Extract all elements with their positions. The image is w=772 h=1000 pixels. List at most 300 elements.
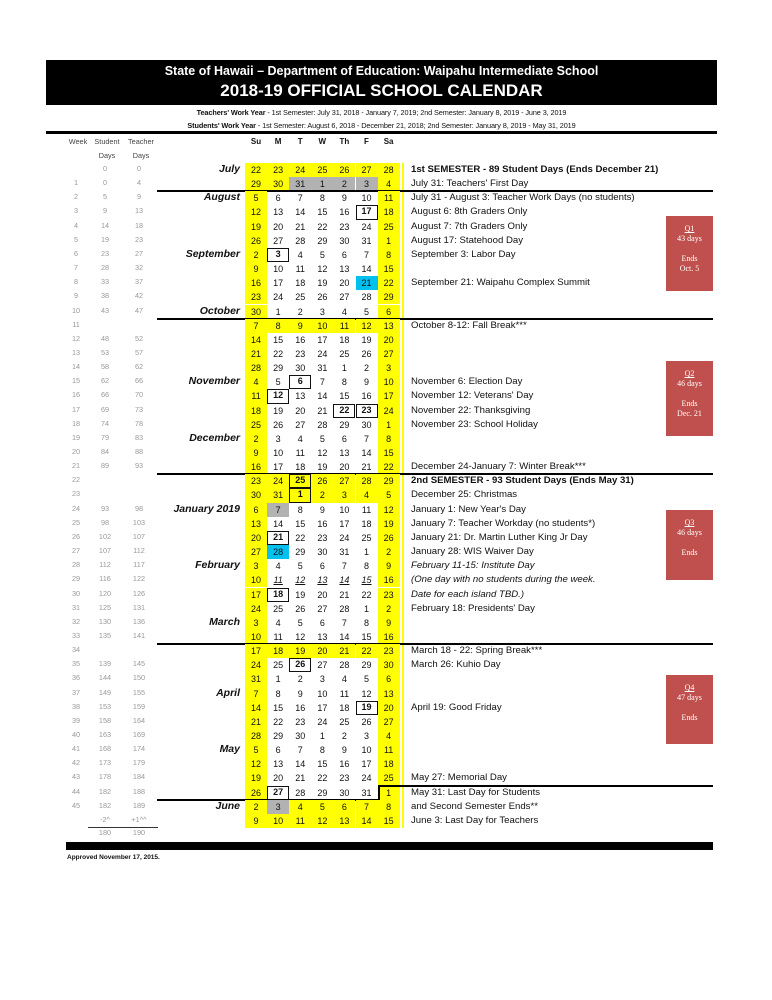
- week-number: 20: [71, 447, 81, 456]
- calendar-day: 6: [341, 249, 347, 260]
- calendar-day: 6: [378, 672, 400, 686]
- calendar-day: 8: [364, 561, 370, 572]
- week-number: 26: [71, 531, 81, 541]
- student-days-count: 48: [100, 333, 110, 343]
- calendar-day: 11: [245, 389, 267, 403]
- calendar-day: 4: [341, 674, 347, 685]
- calendar-day: 18: [267, 588, 289, 602]
- calendar-day: 16: [245, 276, 267, 290]
- calendar-day: 7: [297, 745, 303, 756]
- calendar-day: 3: [378, 361, 400, 375]
- calendar-day: 4: [297, 249, 303, 260]
- calendar-note: March 26: Kuhio Day: [411, 659, 501, 671]
- weekday-header: M: [274, 137, 282, 146]
- calendar-day: 13: [339, 448, 350, 458]
- calendar-day: 20: [295, 405, 306, 416]
- student-days-count: 62: [100, 376, 110, 386]
- calendar-day: 25: [295, 292, 306, 303]
- calendar-day: 12: [317, 448, 328, 458]
- calendar-week-row: [0, 191, 772, 205]
- quarter-days: 46 days: [677, 528, 702, 537]
- calendar-day: 6: [378, 305, 400, 319]
- calendar-day: 1: [275, 306, 281, 317]
- teacher-days-count: 174: [132, 744, 146, 754]
- teacher-days-count: 179: [132, 758, 146, 768]
- calendar-week-row: [0, 743, 772, 757]
- calendar-day: 20: [378, 333, 400, 347]
- calendar-day: 13: [317, 575, 328, 586]
- calendar-day: 2: [245, 800, 267, 814]
- calendar-day: 15: [317, 207, 328, 218]
- teacher-days-count: 159: [132, 701, 146, 711]
- month-label: November: [188, 375, 240, 388]
- calendar-day: 30: [361, 419, 372, 430]
- calendar-day: 24: [245, 658, 267, 672]
- calendar-week-row: [0, 446, 772, 460]
- calendar-day: 2: [341, 731, 347, 741]
- calendar-day: 30: [317, 547, 328, 558]
- calendar-day: 31: [317, 363, 328, 374]
- calendar-day: 5: [297, 561, 303, 572]
- calendar-day: 24: [378, 404, 400, 418]
- calendar-day: 30: [245, 488, 267, 502]
- calendar-day: 7: [245, 319, 267, 333]
- student-days-count: 0: [102, 178, 108, 188]
- calendar-day: 17: [245, 644, 267, 658]
- calendar-day: 24: [317, 716, 328, 727]
- calendar-day: 20: [273, 221, 284, 232]
- calendar-day: 11: [273, 631, 283, 642]
- calendar-day: 13: [378, 687, 400, 701]
- week-number: 38: [71, 701, 81, 711]
- calendar-day: 17: [317, 334, 328, 345]
- calendar-day: 13: [317, 631, 328, 642]
- calendar-day: 11: [361, 504, 372, 515]
- calendar-day: 24: [245, 602, 267, 616]
- calendar-day: 18: [267, 644, 289, 658]
- quarter-days: 43 days: [677, 234, 702, 243]
- calendar-day: 18: [295, 278, 306, 289]
- calendar-note: September 21: Waipahu Complex Summit: [411, 277, 590, 289]
- week-number: 22: [71, 475, 81, 485]
- quarter-box-q1: [666, 216, 713, 291]
- calendar-day: 7: [341, 617, 347, 628]
- calendar-week-row: [0, 757, 772, 771]
- student-days-count: 38: [100, 291, 110, 301]
- calendar-day: 15: [378, 446, 400, 460]
- calendar-day: 25: [339, 348, 350, 359]
- calendar-note: July 31 - August 3: Teacher Work Days (no students): [411, 192, 635, 204]
- month-label: February: [195, 559, 240, 572]
- calendar-day: 28: [339, 660, 350, 671]
- calendar-day: 4: [289, 800, 311, 814]
- calendar-day: 28: [245, 361, 267, 375]
- calendar-day: 28: [378, 163, 400, 177]
- calendar-day: 8: [378, 800, 400, 814]
- teacher-days-count: 169: [132, 730, 146, 739]
- student-days-count: 144: [98, 673, 112, 683]
- teacher-days-count: 70: [134, 390, 144, 400]
- week-number: 16: [71, 390, 81, 400]
- calendar-day: 3: [319, 306, 325, 317]
- calendar-week-row: [0, 658, 772, 672]
- calendar-day: 21: [361, 462, 372, 473]
- calendar-day: 5: [364, 674, 370, 685]
- calendar-day: 4: [297, 433, 303, 444]
- quarter-ends-label: Ends: [681, 399, 698, 408]
- calendar-week-row: [0, 588, 772, 602]
- week-number: 32: [71, 616, 81, 626]
- calendar-day: 18: [245, 404, 267, 418]
- teacher-days-count: 155: [132, 687, 146, 697]
- teacher-days-count: +1^^: [131, 814, 147, 824]
- quarter-label: Q4: [684, 683, 695, 692]
- calendar-day: 17: [361, 759, 372, 770]
- calendar-day: 12: [356, 319, 378, 333]
- calendar-day: 26: [295, 603, 306, 614]
- calendar-day: 15: [295, 518, 306, 529]
- week-number: 19: [71, 432, 81, 442]
- calendar-day: 22: [317, 773, 328, 784]
- calendar-day: 8: [378, 248, 400, 262]
- calendar-day: 1: [311, 177, 333, 191]
- week-number: 12: [71, 333, 81, 343]
- calendar-day: 19: [361, 334, 372, 345]
- teacher-days-count: 73: [134, 404, 144, 414]
- calendar-day: 13: [273, 759, 284, 770]
- week-number: 44: [71, 786, 81, 796]
- week-number: 30: [71, 588, 81, 598]
- calendar-day: 21: [295, 773, 306, 784]
- calendar-day: 12: [295, 631, 306, 642]
- week-number: 28: [71, 560, 81, 570]
- calendar-day: 7: [319, 377, 325, 388]
- calendar-day: 2: [245, 248, 267, 262]
- calendar-day: 14: [361, 264, 372, 275]
- quarter-ends-label: Ends: [681, 713, 698, 722]
- student-days-count: 182: [98, 800, 112, 810]
- calendar-week-row: [0, 701, 772, 715]
- teacher-days-count: 112: [133, 546, 145, 556]
- calendar-day: 11: [378, 191, 400, 205]
- student-days-count: 28: [100, 263, 110, 273]
- calendar-day: 24: [317, 348, 328, 359]
- calendar-day: 18: [295, 462, 306, 473]
- teacher-days-count: 47: [134, 305, 144, 315]
- student-days-count: 135: [98, 630, 112, 640]
- calendar-week-row: [0, 375, 772, 389]
- week-number: 41: [71, 744, 81, 754]
- student-column-header: Student: [94, 137, 120, 146]
- teacher-days-count: 83: [134, 432, 144, 442]
- calendar-week-row: [0, 771, 772, 785]
- calendar-day: 20: [317, 589, 328, 600]
- calendar-week-row: [0, 234, 772, 248]
- calendar-day: 20: [245, 531, 267, 545]
- teachers-work-year: [46, 108, 717, 117]
- teacher-days-count: 189: [132, 800, 146, 810]
- calendar-day: 26: [245, 786, 267, 800]
- calendar-day: 6: [319, 617, 325, 628]
- calendar-day: 25: [378, 771, 400, 785]
- teacher-column-header: Teacher: [128, 137, 154, 146]
- week-number: 10: [71, 305, 81, 315]
- month-label: October: [199, 304, 240, 317]
- calendar-day: 5: [311, 800, 333, 814]
- calendar-day: 17: [317, 702, 328, 713]
- calendar-week-row: [0, 559, 772, 573]
- month-label: July: [218, 163, 240, 175]
- calendar-day: 22: [378, 460, 400, 474]
- calendar-day: 26: [311, 474, 333, 488]
- teacher-days-count: 103: [132, 517, 146, 527]
- calendar-day: 10: [245, 630, 267, 644]
- week-number: 40: [71, 730, 81, 739]
- calendar-day: 4: [341, 306, 347, 317]
- calendar-day: 7: [267, 503, 289, 517]
- calendar-day: 24: [361, 773, 372, 784]
- calendar-day: 27: [356, 163, 378, 177]
- calendar-day: 14: [317, 391, 328, 402]
- calendar-day: 30: [245, 305, 267, 319]
- calendar-note: Date for each island TBD.): [411, 588, 525, 600]
- calendar-day: 10: [361, 193, 372, 204]
- calendar-note: October 8-12: Fall Break***: [411, 319, 527, 331]
- calendar-day: 1: [378, 234, 400, 248]
- calendar-day: 19: [273, 405, 284, 416]
- calendar-day: 3: [364, 731, 370, 741]
- teacher-days-count: 131: [132, 602, 146, 612]
- student-days-count: 53: [100, 347, 110, 357]
- week-number: 17: [71, 404, 81, 414]
- calendar-day: 26: [333, 163, 355, 177]
- calendar-day: 7: [364, 433, 370, 444]
- calendar-day: 24: [339, 532, 350, 543]
- calendar-note: December 24-January 7: Winter Break***: [411, 461, 586, 473]
- calendar-day: 13: [273, 207, 284, 218]
- calendar-day: 8: [275, 688, 281, 699]
- student-days-count: 93: [100, 503, 110, 513]
- calendar-day: 9: [245, 446, 267, 460]
- calendar-day: 10: [273, 264, 284, 275]
- calendar-day: 12: [245, 205, 267, 219]
- calendar-day: 14: [245, 333, 267, 347]
- teacher-days-count: 184: [132, 772, 146, 782]
- calendar-week-row: [0, 630, 772, 644]
- calendar-day: 23: [317, 532, 328, 543]
- calendar-week-row: [0, 503, 772, 517]
- calendar-week-row: [0, 205, 772, 219]
- teacher-days-count: 145: [132, 659, 146, 669]
- calendar-day: 23: [339, 221, 350, 232]
- calendar-day: 28: [267, 545, 289, 559]
- calendar-day: 23: [339, 773, 350, 784]
- calendar-day: 1: [275, 674, 281, 685]
- week-number: 29: [71, 574, 81, 584]
- calendar-day: 23: [295, 716, 306, 727]
- quarter-label: Q2: [684, 369, 695, 378]
- calendar-week-row: [0, 715, 772, 729]
- calendar-day: 9: [319, 504, 325, 515]
- student-days-count: 153: [98, 701, 112, 711]
- calendar-day: 19: [356, 701, 378, 715]
- calendar-day: 17: [245, 588, 267, 602]
- calendar-note: January 28: WIS Waiver Day: [411, 546, 534, 558]
- calendar-day: 15: [378, 262, 400, 276]
- calendar-day: 27: [273, 235, 284, 246]
- calendar-week-row: [0, 602, 772, 616]
- calendar-day: 9: [341, 193, 347, 204]
- calendar-day: 20: [311, 644, 333, 658]
- calendar-day: 24: [273, 292, 284, 303]
- calendar-day: 6: [289, 375, 311, 389]
- calendar-day: 16: [378, 630, 400, 644]
- calendar-day: 14: [245, 701, 267, 715]
- calendar-day: 17: [378, 389, 400, 403]
- calendar-week-row: [0, 531, 772, 545]
- calendar-day: 31: [245, 672, 267, 686]
- calendar-day: 6: [333, 800, 355, 814]
- quarter-ends-label: Ends: [681, 254, 698, 263]
- calendar-week-row: [0, 163, 772, 177]
- calendar-day: 29: [378, 290, 400, 304]
- calendar-day: 11: [295, 448, 305, 458]
- calendar-day: 30: [295, 731, 306, 741]
- calendar-day: 3: [267, 800, 289, 814]
- student-days-count: -2^: [100, 814, 110, 824]
- calendar-day: 26: [378, 531, 400, 545]
- calendar-day: 27: [333, 474, 355, 488]
- calendar-day: 26: [273, 419, 284, 430]
- calendar-day: 24: [289, 163, 311, 177]
- calendar-day: 2: [245, 432, 267, 446]
- teacher-days-count: 98: [134, 503, 144, 513]
- calendar-note: June 3: Last Day for Teachers: [411, 814, 539, 826]
- week-number: 24: [71, 503, 81, 513]
- calendar-day: 15: [361, 631, 372, 642]
- quarter-ends-label: Ends: [681, 548, 698, 557]
- calendar-day: 28: [245, 729, 267, 743]
- calendar-day: 2: [364, 363, 370, 374]
- week-number: 3: [73, 206, 79, 216]
- teachers-work-year-text: - 1st Semester: July 31, 2018 - January 7, 2019; 2nd Semester: January 8, 2019 - June 3, 2019: [265, 108, 567, 117]
- calendar-day: 3: [267, 248, 289, 262]
- calendar-day: 25: [245, 418, 267, 432]
- calendar-week-row: [0, 460, 772, 474]
- calendar-week-row: [0, 177, 772, 191]
- student-days-count: 107: [98, 546, 112, 556]
- calendar-week-row: [0, 616, 772, 630]
- calendar-week-row: [0, 290, 772, 304]
- calendar-note: August 6: 8th Graders Only: [411, 206, 528, 218]
- calendar-day: 2: [297, 674, 303, 685]
- quarter-box-q3: [666, 510, 713, 580]
- teacher-days-count: 188: [132, 786, 146, 796]
- calendar-week-row: [0, 644, 772, 658]
- calendar-note: (One day with no students during the week.: [411, 574, 596, 586]
- students-work-year-label: Students' Work Year: [187, 121, 256, 130]
- student-days-count: 102: [98, 531, 112, 541]
- calendar-day: 19: [295, 589, 306, 600]
- calendar-day: 20: [339, 278, 350, 289]
- calendar-day: 1: [289, 488, 311, 502]
- calendar-note: 2nd SEMESTER - 93 Student Days (Ends May 31): [411, 475, 634, 487]
- calendar-day: 21: [245, 347, 267, 361]
- calendar-day: 24: [267, 474, 289, 488]
- calendar-day: 14: [356, 814, 378, 828]
- calendar-week-row: [0, 488, 772, 502]
- calendar-note: January 7: Teacher Workday (no students*): [411, 517, 596, 529]
- month-label: May: [219, 743, 240, 756]
- calendar-day: 23: [378, 588, 400, 602]
- teacher-days-count: 0: [136, 164, 142, 173]
- calendar-note: November 23: School Holiday: [411, 418, 538, 430]
- student-days-count: 43: [100, 305, 110, 315]
- calendar-day: 28: [295, 787, 306, 798]
- calendar-day: 6: [245, 503, 267, 517]
- calendar-week-row: [0, 729, 772, 743]
- weekday-header: Th: [339, 137, 350, 146]
- calendar-day: 25: [273, 660, 284, 671]
- calendar-day: 31: [339, 547, 350, 558]
- calendar-day: 29: [361, 660, 372, 671]
- teacher-days-count: 66: [134, 376, 144, 386]
- calendar-day: 16: [295, 334, 306, 345]
- calendar-day: 25: [311, 163, 333, 177]
- calendar-day: 1: [341, 363, 347, 374]
- calendar-day: 14: [339, 631, 350, 642]
- calendar-day: 29: [295, 547, 306, 558]
- calendar-week-row: [0, 800, 772, 814]
- calendar-day: 9: [364, 377, 370, 388]
- quarter-end-date: Oct. 5: [679, 264, 700, 273]
- calendar-day: 19: [289, 644, 311, 658]
- calendar-note: 1st SEMESTER - 89 Student Days (Ends December 21): [411, 164, 659, 175]
- teacher-days-count: 27: [134, 248, 144, 258]
- week-number: 25: [71, 517, 81, 527]
- student-days-count: 130: [98, 616, 112, 626]
- teacher-days-count: 122: [132, 574, 146, 584]
- calendar-day: 27: [245, 545, 267, 559]
- calendar-day: 22: [245, 163, 267, 177]
- section-divider: [378, 785, 713, 787]
- calendar-day: 10: [311, 319, 333, 333]
- calendar-day: 8: [341, 377, 347, 388]
- section-divider: [378, 785, 380, 800]
- calendar-day: 28: [339, 603, 350, 614]
- week-number: 33: [71, 630, 81, 640]
- calendar-day: 1: [378, 786, 400, 800]
- calendar-day: 13: [378, 319, 400, 333]
- calendar-day: 8: [319, 193, 325, 204]
- quarter-end-date: Dec. 21: [677, 409, 702, 418]
- student-days-count: 112: [99, 560, 111, 570]
- calendar-week-row: [0, 786, 772, 800]
- calendar-day: 23: [356, 404, 378, 418]
- calendar-day: 30: [295, 363, 306, 374]
- calendar-day: 17: [273, 462, 284, 473]
- student-days-count: 158: [98, 715, 112, 725]
- calendar-week-row: [0, 432, 772, 446]
- week-number: 27: [71, 546, 81, 556]
- calendar-note: December 25: Christmas: [411, 489, 518, 501]
- calendar-day: 30: [339, 787, 350, 798]
- teacher-days-count: 42: [134, 291, 144, 301]
- calendar-day: 27: [317, 660, 328, 671]
- calendar-day: 5: [297, 617, 303, 628]
- calendar-day: 7: [341, 561, 347, 572]
- teacher-days-count: 150: [132, 673, 146, 683]
